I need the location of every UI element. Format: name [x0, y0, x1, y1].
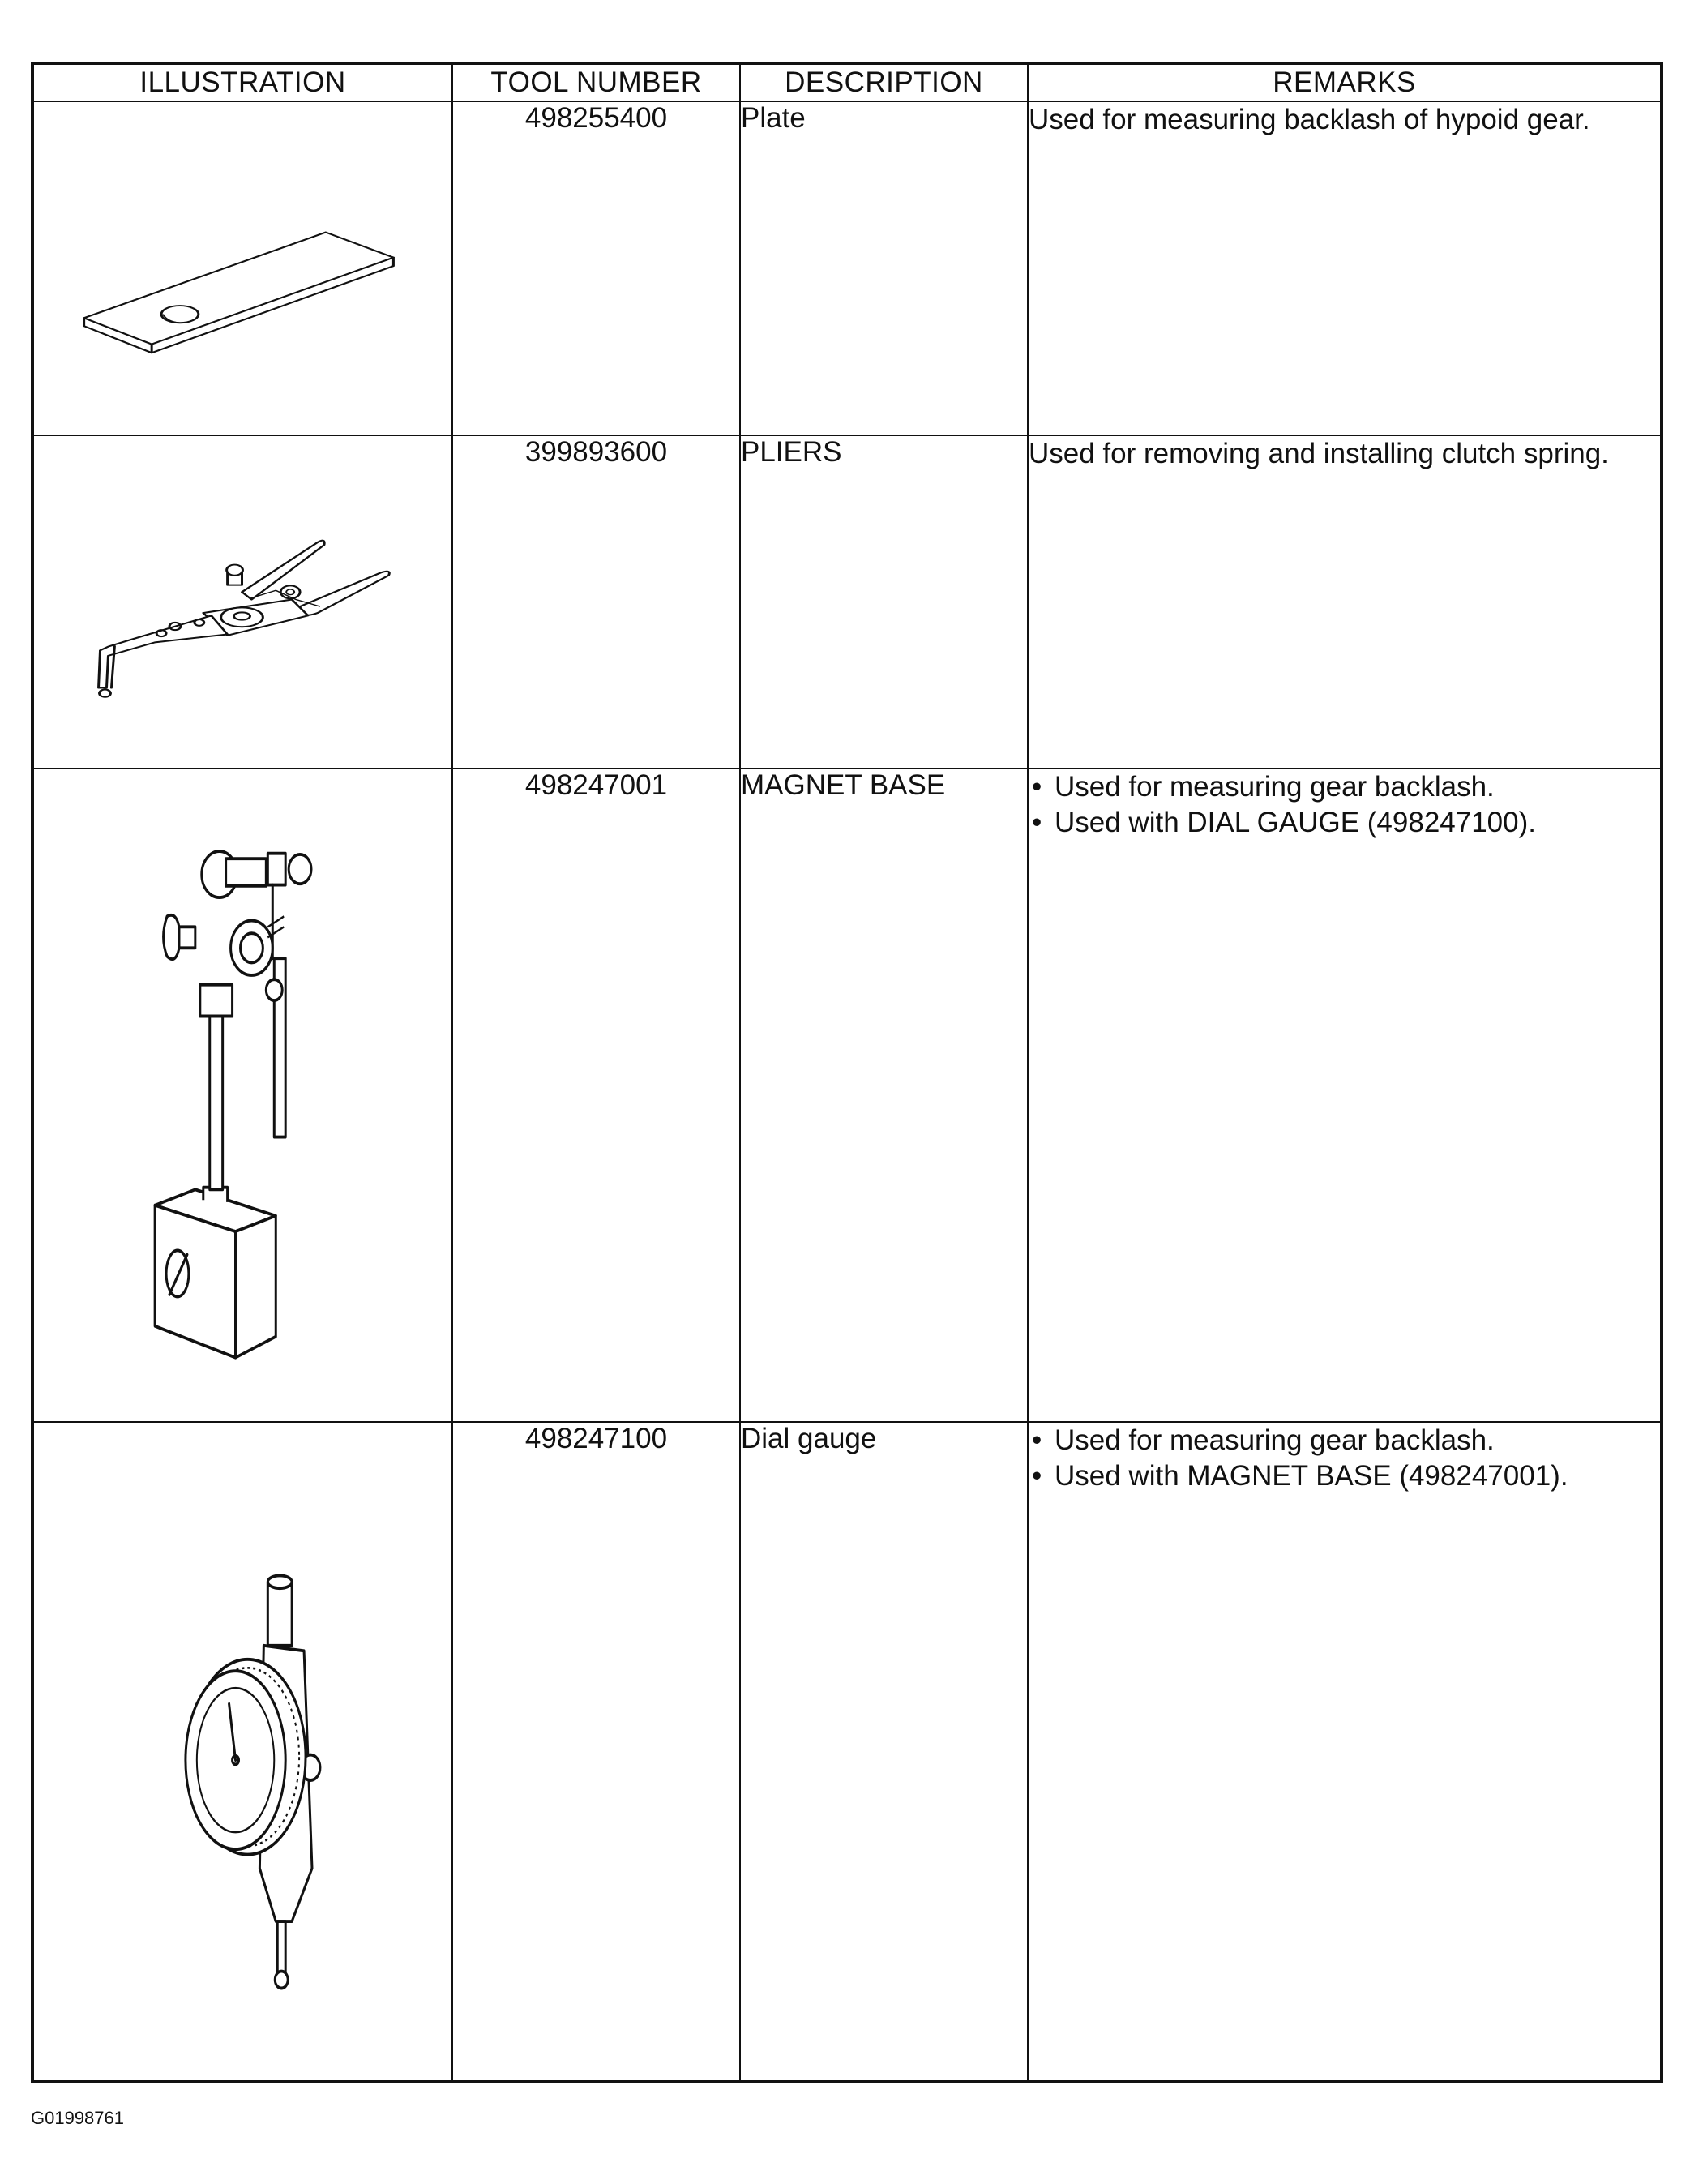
table-header-row — [32, 63, 1662, 101]
tool-description: Dial gauge — [740, 1422, 1028, 2082]
remark-text: Used for measuring backlash of hypoid gear. — [1029, 104, 1590, 135]
remark-item: • Used for measuring gear backlash. — [1029, 1423, 1660, 1458]
tool-description: Plate — [740, 101, 1028, 435]
remark-item: • Used for measuring gear backlash. — [1029, 769, 1660, 805]
remark-item: • Used with DIAL GAUGE (498247100). — [1029, 805, 1660, 841]
plate-icon — [34, 102, 451, 435]
figure-id: G01998761 — [31, 2108, 124, 2128]
table-row — [32, 769, 1662, 1421]
tool-remarks — [1028, 101, 1662, 435]
remark-item: • Used with MAGNET BASE (498247001). — [1029, 1458, 1660, 1494]
tool-number: 498247001 — [452, 769, 740, 1421]
tool-description: PLIERS — [740, 435, 1028, 769]
header-remarks: REMARKS — [1028, 63, 1662, 101]
header-illustration: ILLUSTRATION — [32, 63, 452, 101]
table-row — [32, 1422, 1662, 2082]
header-description: DESCRIPTION — [740, 63, 1028, 101]
table-row — [32, 101, 1662, 435]
magnet-base-icon — [34, 769, 451, 1420]
tool-description: MAGNET BASE — [740, 769, 1028, 1421]
remark-text: Used for removing and installing clutch spring. — [1029, 437, 1609, 469]
tool-remarks — [1028, 769, 1662, 1421]
header-tool-number: TOOL NUMBER — [452, 63, 740, 101]
tool-number: 498247100 — [452, 1422, 740, 2082]
illustration-cell — [32, 101, 452, 435]
special-tools-table — [31, 62, 1663, 2083]
table-row — [32, 435, 1662, 769]
remarks-list — [1029, 1423, 1660, 1494]
tool-remarks — [1028, 1422, 1662, 2082]
remarks-list — [1029, 769, 1660, 841]
tool-number: 399893600 — [452, 435, 740, 769]
tool-remarks — [1028, 435, 1662, 769]
illustration-cell — [32, 435, 452, 769]
illustration-cell — [32, 769, 452, 1421]
special-tools-sheet — [31, 62, 1660, 2083]
dial-gauge-icon — [34, 1423, 451, 2080]
pliers-icon — [34, 436, 451, 769]
tool-number: 498255400 — [452, 101, 740, 435]
illustration-cell — [32, 1422, 452, 2082]
